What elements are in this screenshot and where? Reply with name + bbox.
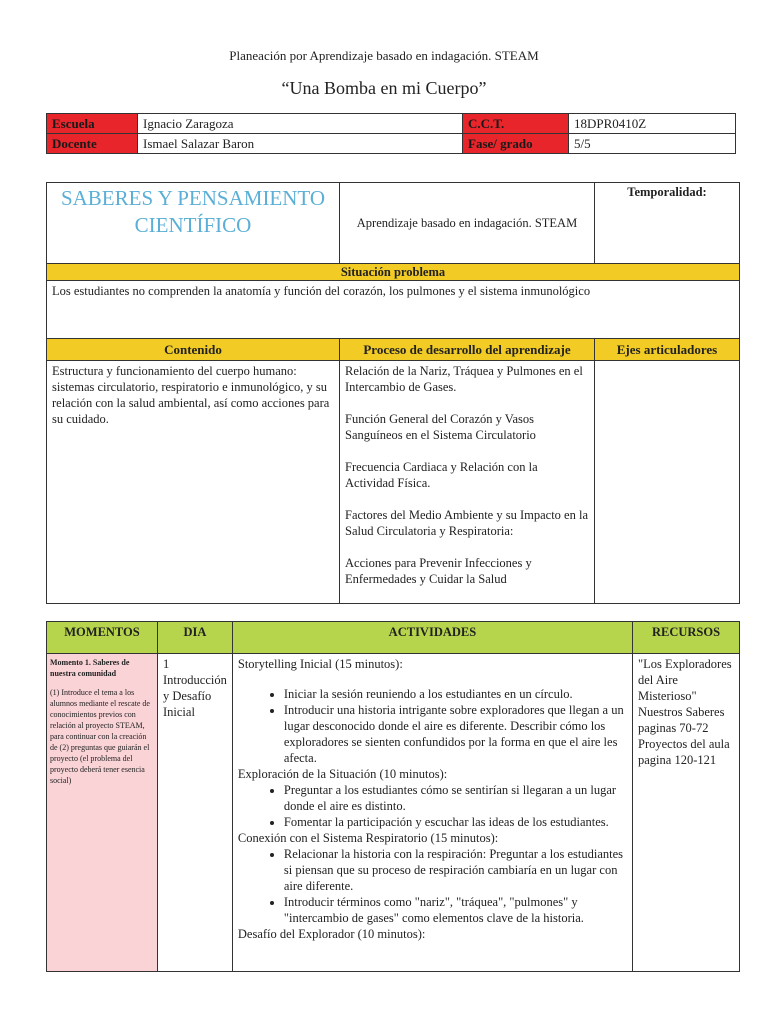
dia-header: DIA [158,622,233,654]
contenido-label: Contenido [47,339,340,361]
table-row [47,281,740,339]
document-title: “Una Bomba en mi Cuerpo” [281,78,487,98]
page-title: Planeación por Aprendizaje basado en indagación. STEAM [229,48,539,63]
table-row [47,361,740,604]
table-row [47,114,736,134]
fase-label: Fase/ grado [463,134,569,154]
section-list [238,782,627,830]
dia-text: 1 Introducción y Desafío Inicial [158,654,233,972]
momento-text: (1) Introduce el tema a los alumnos mediante el rescate de conocimientos previos con relación al proyecto STEAM, para continuar con la creación de (2) preguntas que guiarán el proyecto (el problema del proyecto deberá tener esencia social) [50,688,150,785]
section-list [238,686,627,766]
table-row [47,183,740,264]
temporalidad-label: Temporalidad: [595,183,740,264]
section-list [238,846,627,926]
cct-value: 18DPR0410Z [569,114,736,134]
fase-value: 5/5 [569,134,736,154]
table-row [47,264,740,281]
proceso-item: Función General del Corazón y Vasos Sanguíneos en el Sistema Circulatorio [345,412,536,442]
list-item: • Preguntar a los estudiantes cómo se sentirían si llegaran a un lugar donde el aire es distinto. [284,782,627,814]
proceso-item: Frecuencia Cardiaca y Relación con la Actividad Física. [345,460,538,490]
cct-label: C.C.T. [463,114,569,134]
proceso-item: Factores del Medio Ambiente y su Impacto en la Salud Circulatoria y Respiratoria: [345,508,588,538]
table-row [47,654,740,972]
table-row [47,339,740,361]
section-title: Conexión con el Sistema Respiratorio (15 minutos): [237,831,499,845]
recursos-text: "Los Exploradores del Aire Misterioso" Nuestros Saberes paginas 70-72 Proyectos del aula pagina 120-121 [633,654,740,972]
ejes-label: Ejes articuladores [595,339,740,361]
situacion-text: Los estudiantes no comprenden la anatomía y función del corazón, los pulmones y el sistema inmunológico [47,281,740,339]
section-title: Storytelling Inicial (15 minutos): [237,657,403,671]
recursos-header: RECURSOS [633,622,740,654]
proceso-item: Relación de la Nariz, Tráquea y Pulmones en el Intercambio de Gases. [345,364,583,394]
saberes-heading: SABERES Y PENSAMIENTO CIENTÍFICO [47,183,340,264]
actividades-header: ACTIVIDADES [232,622,632,654]
escuela-label: Escuela [47,114,138,134]
momento-title: Momento 1. Saberes de nuestra comunidad [50,658,130,678]
school-info-table [46,113,736,154]
proceso-label: Proceso de desarrollo del aprendizaje [340,339,595,361]
list-item: • Iniciar la sesión reuniendo a los estudiantes en un círculo. [284,686,627,702]
momentos-header: MOMENTOS [47,622,158,654]
ejes-content [595,361,740,604]
proceso-item: Acciones para Prevenir Infecciones y Enfermedades y Cuidar la Salud [345,556,532,586]
section-title: Exploración de la Situación (10 minutos): [237,767,448,781]
docente-label: Docente [47,134,138,154]
list-item: • Relacionar la historia con la respiración: Preguntar a los estudiantes si piensan que su proceso de respiración cambiaría en un lugar con aire diferente. [284,846,627,894]
list-item: • Introducir términos como "nariz", "tráquea", "pulmones" y "intercambio de gases" como elementos clave de la historia. [284,894,627,926]
aprendizaje-text: Aprendizaje basado en indagación. STEAM [340,183,595,264]
proceso-list [340,361,595,604]
situacion-label: Situación problema [47,264,740,281]
list-item: • Introducir una historia intrigante sobre exploradores que llegan a un lugar desconocido donde el aire es diferente. Describir cómo los exploradores se sienten confundidos por la forma en que el aire les afecta. [284,702,627,766]
momentos-table [46,621,740,972]
momento-cell [47,654,158,972]
docente-value: Ismael Salazar Baron [138,134,463,154]
table-row [47,134,736,154]
actividades-cell [232,654,632,972]
list-item: • Fomentar la participación y escuchar las ideas de los estudiantes. [284,814,627,830]
escuela-value: Ignacio Zaragoza [138,114,463,134]
section-title: Desafío del Explorador (10 minutos): [237,927,426,941]
planning-table [46,182,740,604]
contenido-text: Estructura y funcionamiento del cuerpo humano: sistemas circulatorio, respiratorio e inmunológico, y su relación con la salud ambiental, así como acciones para su cuidado. [47,361,340,604]
table-row [47,622,740,654]
